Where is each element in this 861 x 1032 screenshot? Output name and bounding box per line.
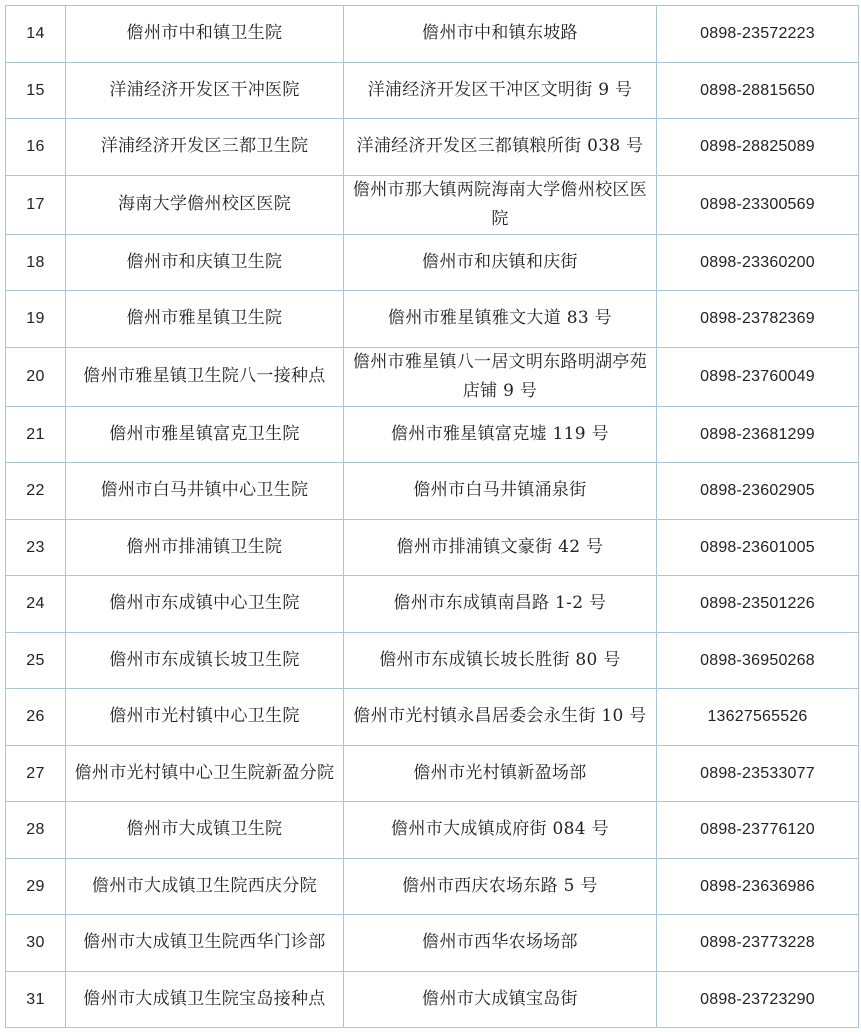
clinic-address: 儋州市白马井镇涌泉街 [344,463,657,520]
clinic-address: 儋州市光村镇新盈场部 [344,745,657,802]
row-number: 29 [6,858,66,915]
clinic-address: 儋州市大成镇宝岛街 [344,971,657,1028]
clinic-phone: 0898-23572223 [657,6,859,63]
clinic-phone: 0898-23360200 [657,234,859,291]
clinic-name: 儋州市中和镇卫生院 [66,6,344,63]
clinic-phone: 0898-23636986 [657,858,859,915]
row-number: 26 [6,689,66,746]
clinic-name: 儋州市光村镇中心卫生院 [66,689,344,746]
clinic-phone: 0898-36950268 [657,632,859,689]
clinic-phone: 0898-23760049 [657,347,859,406]
table-row [6,234,859,291]
table-row [6,175,859,234]
clinic-address: 儋州市光村镇永昌居委会永生街 10 号 [344,689,657,746]
row-number: 19 [6,291,66,348]
row-number: 30 [6,915,66,972]
table-row [6,406,859,463]
clinic-address: 儋州市大成镇成府街 084 号 [344,802,657,859]
table-row [6,347,859,406]
clinic-phone: 0898-23601005 [657,519,859,576]
clinic-phone: 0898-23776120 [657,802,859,859]
clinic-name: 儋州市光村镇中心卫生院新盈分院 [66,745,344,802]
row-number: 18 [6,234,66,291]
row-number: 17 [6,175,66,234]
clinic-name: 海南大学儋州校区医院 [66,175,344,234]
table-row [6,463,859,520]
row-number: 25 [6,632,66,689]
table-row [6,745,859,802]
clinic-address: 儋州市雅星镇雅文大道 83 号 [344,291,657,348]
clinic-phone: 0898-23501226 [657,576,859,633]
clinic-phone: 0898-23533077 [657,745,859,802]
clinic-name: 儋州市雅星镇卫生院 [66,291,344,348]
clinic-phone: 0898-28815650 [657,62,859,119]
row-number: 14 [6,6,66,63]
row-number: 16 [6,119,66,176]
clinic-phone: 0898-28825089 [657,119,859,176]
table-row [6,519,859,576]
clinic-address: 儋州市东成镇南昌路 1-2 号 [344,576,657,633]
clinic-name: 洋浦经济开发区三都卫生院 [66,119,344,176]
table-row [6,632,859,689]
table-row [6,291,859,348]
clinic-address: 儋州市雅星镇富克墟 119 号 [344,406,657,463]
table-row [6,689,859,746]
clinic-address: 儋州市中和镇东坡路 [344,6,657,63]
clinic-phone: 0898-23773228 [657,915,859,972]
clinic-name: 儋州市白马井镇中心卫生院 [66,463,344,520]
row-number: 24 [6,576,66,633]
clinic-address: 儋州市和庆镇和庆街 [344,234,657,291]
row-number: 28 [6,802,66,859]
clinic-name: 儋州市雅星镇卫生院八一接种点 [66,347,344,406]
clinic-table-body [6,6,859,1028]
clinic-name: 儋州市和庆镇卫生院 [66,234,344,291]
clinic-address: 儋州市雅星镇八一居文明东路明湖亭苑店铺 9 号 [344,347,657,406]
clinic-phone: 0898-23681299 [657,406,859,463]
clinic-phone: 0898-23782369 [657,291,859,348]
clinic-address: 儋州市那大镇两院海南大学儋州校区医院 [344,175,657,234]
clinic-address: 儋州市东成镇长坡长胜街 80 号 [344,632,657,689]
row-number: 15 [6,62,66,119]
clinic-table [5,5,859,1028]
table-row [6,802,859,859]
clinic-address: 洋浦经济开发区三都镇粮所街 038 号 [344,119,657,176]
clinic-phone: 0898-23602905 [657,463,859,520]
table-row [6,858,859,915]
clinic-address: 洋浦经济开发区干冲区文明街 9 号 [344,62,657,119]
row-number: 23 [6,519,66,576]
clinic-address: 儋州市西华农场场部 [344,915,657,972]
clinic-name: 儋州市东成镇长坡卫生院 [66,632,344,689]
table-row [6,915,859,972]
clinic-name: 儋州市东成镇中心卫生院 [66,576,344,633]
table-row [6,971,859,1028]
table-row [6,62,859,119]
clinic-phone: 0898-23300569 [657,175,859,234]
clinic-name: 儋州市排浦镇卫生院 [66,519,344,576]
row-number: 31 [6,971,66,1028]
table-row [6,119,859,176]
clinic-name: 儋州市大成镇卫生院宝岛接种点 [66,971,344,1028]
row-number: 27 [6,745,66,802]
clinic-address: 儋州市排浦镇文豪街 42 号 [344,519,657,576]
table-row [6,6,859,63]
clinic-name: 儋州市大成镇卫生院西庆分院 [66,858,344,915]
clinic-address: 儋州市西庆农场东路 5 号 [344,858,657,915]
clinic-name: 儋州市大成镇卫生院西华门诊部 [66,915,344,972]
clinic-name: 洋浦经济开发区干冲医院 [66,62,344,119]
clinic-phone: 13627565526 [657,689,859,746]
table-row [6,576,859,633]
clinic-name: 儋州市雅星镇富克卫生院 [66,406,344,463]
row-number: 22 [6,463,66,520]
row-number: 20 [6,347,66,406]
clinic-phone: 0898-23723290 [657,971,859,1028]
clinic-name: 儋州市大成镇卫生院 [66,802,344,859]
row-number: 21 [6,406,66,463]
